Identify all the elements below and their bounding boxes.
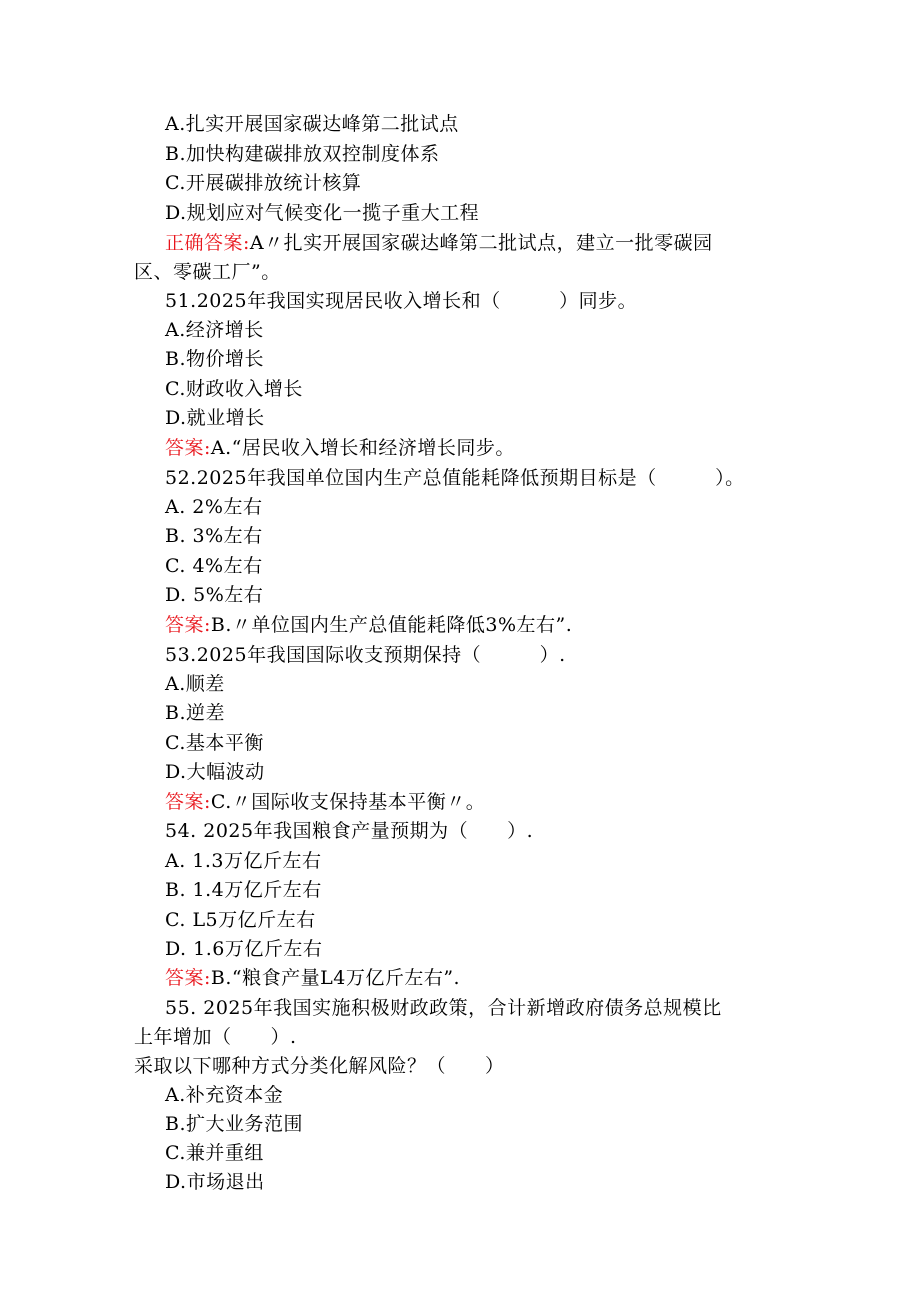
q53-option-b: B.逆差: [165, 702, 226, 724]
q50-answer: [165, 231, 713, 255]
q52-option-d: D. 5%左右: [165, 584, 264, 606]
q51-option-d: D.就业增长: [165, 407, 265, 429]
q51-question: 51.2025年我国实现居民收入增长和（ ）同步。: [165, 290, 638, 312]
answer-text: A.“居民收入增长和经济增长同步。: [210, 437, 515, 459]
q55-option-c: C.兼并重组: [165, 1142, 264, 1164]
q50-option-c: C.开展碳排放统计核算: [165, 172, 362, 194]
q55-option-d: D.市场退出: [165, 1171, 265, 1193]
q54-question: 54. 2025年我国粮食产量预期为（ ）.: [165, 820, 534, 842]
q51-option-b: B.物价增长: [165, 348, 265, 370]
answer-text: C.〃国际收支保持基本平衡〃。: [210, 791, 486, 813]
q52-option-b: B. 3%左右: [165, 525, 263, 547]
answer-label: 答案:: [165, 967, 211, 989]
q54-answer: [165, 966, 460, 990]
q50-option-b: B.加快构建碳排放双控制度体系: [165, 143, 440, 165]
answer-text: B.“粮食产量L4万亿斤左右”.: [210, 967, 461, 989]
q53-option-c: C.基本平衡: [165, 732, 264, 754]
q52-question: 52.2025年我国单位国内生产总值能耗降低预期目标是（ ）。: [165, 467, 745, 489]
answer-label: 答案:: [165, 614, 211, 636]
answer-label: 正确答案:: [165, 232, 250, 254]
q50-answer-continued: 区、零碳工厂”。: [134, 261, 281, 283]
q50-option-a: A.扎实开展国家碳达峰第二批试点: [165, 113, 459, 135]
q55-option-b: B.扩大业务范围: [165, 1113, 304, 1135]
q53-answer: [165, 790, 485, 814]
q54-option-a: A. 1.3万亿斤左右: [165, 850, 322, 872]
q50-option-d: D.规划应对气候变化一揽子重大工程: [165, 202, 480, 224]
q52-answer: [165, 613, 572, 637]
answer-text: A〃扎实开展国家碳达峰第二批试点，建立一批零碳园: [249, 232, 713, 254]
q55-question-continued: 上年增加（ ）.: [134, 1026, 297, 1048]
q51-option-a: A.经济增长: [165, 319, 264, 341]
q55-option-a: A.补充资本金: [165, 1084, 284, 1106]
q52-option-a: A. 2%左右: [165, 496, 263, 518]
q53-question: 53.2025年我国国际收支预期保持（ ）.: [165, 644, 566, 666]
q51-answer: [165, 436, 515, 460]
q54-option-b: B. 1.4万亿斤左右: [165, 879, 322, 901]
answer-label: 答案:: [165, 437, 211, 459]
q55-question: 55. 2025年我国实施积极财政政策，合计新增政府债务总规模比: [165, 997, 722, 1019]
q54-option-c: C. L5万亿斤左右: [165, 909, 316, 931]
q55-sub-question: 采取以下哪种方式分类化解风险？（ ）: [134, 1055, 505, 1077]
q53-option-d: D.大幅波动: [165, 761, 265, 783]
q53-option-a: A.顺差: [165, 673, 225, 695]
q51-option-c: C.财政收入增长: [165, 378, 303, 400]
q52-option-c: C. 4%左右: [165, 555, 263, 577]
q54-option-d: D. 1.6万亿斤左右: [165, 938, 323, 960]
answer-text: B.〃单位国内生产总值能耗降低3%左右”.: [210, 614, 573, 636]
answer-label: 答案:: [165, 791, 211, 813]
